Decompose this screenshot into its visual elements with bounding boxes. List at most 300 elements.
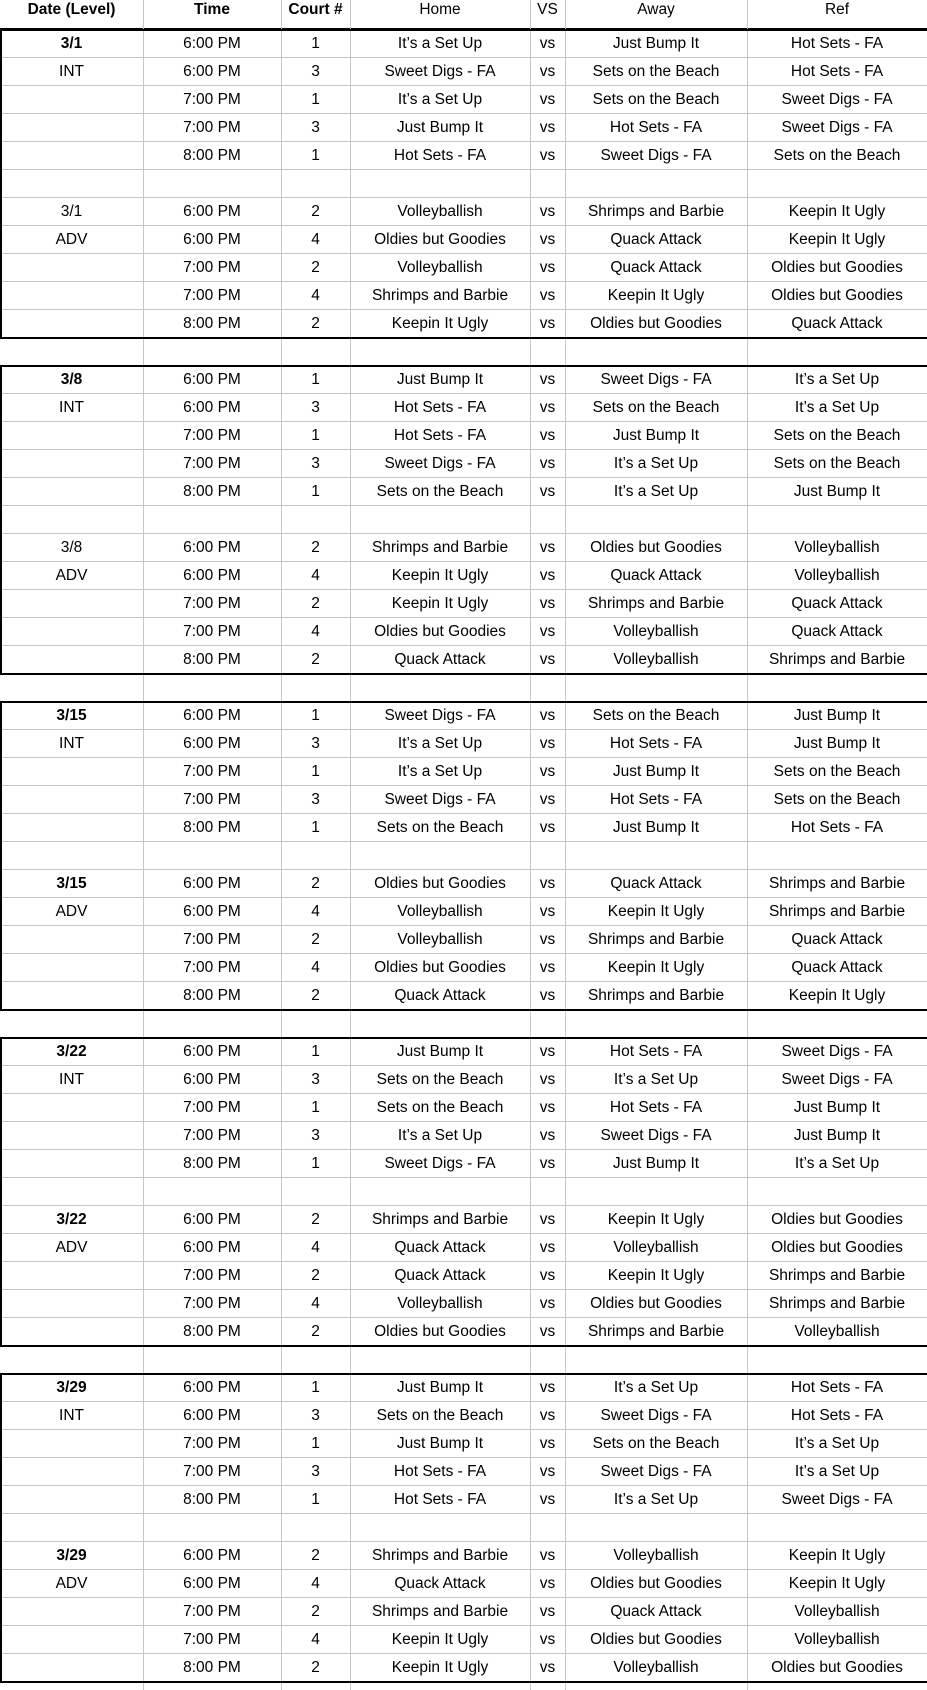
game-time: 6:00 PM — [183, 399, 241, 416]
court-number: 2 — [311, 1267, 320, 1284]
game-time: 7:00 PM — [183, 1099, 241, 1116]
ref-team: Sweet Digs - FA — [781, 91, 893, 108]
away-team: Sweet Digs - FA — [600, 1407, 712, 1424]
game-time: 7:00 PM — [183, 91, 241, 108]
week-border-top — [0, 1037, 927, 1039]
vs-label: vs — [539, 427, 556, 444]
court-number: 3 — [311, 791, 320, 808]
game-time: 6:00 PM — [183, 1211, 241, 1228]
court-number: 1 — [311, 91, 320, 108]
vs-label: vs — [539, 1239, 556, 1256]
vs-label: vs — [539, 959, 556, 976]
game-time: 6:00 PM — [183, 1239, 241, 1256]
away-team: Quack Attack — [610, 875, 702, 892]
ref-team: Just Bump It — [793, 1099, 881, 1116]
vs-label: vs — [539, 259, 556, 276]
home-team: Keepin It Ugly — [391, 567, 489, 584]
vs-label: vs — [539, 1631, 556, 1648]
home-team: Just Bump It — [396, 1379, 484, 1396]
game-time: 6:00 PM — [183, 735, 241, 752]
court-number: 2 — [311, 987, 320, 1004]
vs-label: vs — [539, 91, 556, 108]
game-time: 7:00 PM — [183, 1295, 241, 1312]
ref-team: Oldies but Goodies — [771, 259, 903, 276]
game-time: 6:00 PM — [183, 1575, 241, 1592]
week-border-top — [0, 1373, 927, 1375]
court-number: 4 — [311, 567, 320, 584]
home-team: Keepin It Ugly — [391, 1659, 489, 1676]
away-team: Sets on the Beach — [592, 707, 720, 724]
week-border-left — [0, 1037, 2, 1347]
game-time: 6:00 PM — [183, 903, 241, 920]
ref-team: Hot Sets - FA — [790, 63, 884, 80]
vs-label: vs — [539, 595, 556, 612]
court-number: 1 — [311, 1043, 320, 1060]
court-number: 4 — [311, 1631, 320, 1648]
column-divider — [747, 0, 748, 1690]
home-team: Sweet Digs - FA — [384, 455, 496, 472]
vs-label: vs — [539, 119, 556, 136]
game-time: 7:00 PM — [183, 1631, 241, 1648]
ref-team: Sets on the Beach — [773, 791, 901, 808]
ref-team: Shrimps and Barbie — [768, 903, 906, 920]
home-team: It’s a Set Up — [397, 735, 483, 752]
home-team: Keepin It Ugly — [391, 1631, 489, 1648]
court-number: 4 — [311, 1575, 320, 1592]
ref-team: Just Bump It — [793, 1127, 881, 1144]
away-team: Oldies but Goodies — [590, 1575, 722, 1592]
court-number: 1 — [311, 707, 320, 724]
game-time: 6:00 PM — [183, 1043, 241, 1060]
home-team: Volleyballish — [397, 1295, 483, 1312]
court-number: 3 — [311, 1463, 320, 1480]
game-time: 8:00 PM — [183, 1155, 241, 1172]
game-date: 3/22 — [56, 1043, 87, 1060]
court-number: 2 — [311, 1547, 320, 1564]
game-date: 3/29 — [56, 1547, 87, 1564]
vs-label: vs — [539, 1491, 556, 1508]
header-vs: VS — [537, 1, 558, 18]
vs-label: vs — [539, 1295, 556, 1312]
vs-label: vs — [539, 63, 556, 80]
court-number: 3 — [311, 1127, 320, 1144]
ref-team: Volleyballish — [794, 1631, 880, 1648]
away-team: It’s a Set Up — [613, 1071, 699, 1088]
game-time: 8:00 PM — [183, 987, 241, 1004]
home-team: It’s a Set Up — [397, 1127, 483, 1144]
ref-team: Just Bump It — [793, 483, 881, 500]
ref-team: Hot Sets - FA — [790, 1407, 884, 1424]
court-number: 2 — [311, 1323, 320, 1340]
home-team: Just Bump It — [396, 371, 484, 388]
game-date: 3/15 — [56, 707, 87, 724]
ref-team: Oldies but Goodies — [771, 1239, 903, 1256]
court-number: 2 — [311, 1603, 320, 1620]
away-team: Sets on the Beach — [592, 1435, 720, 1452]
away-team: Just Bump It — [612, 427, 700, 444]
game-date: 3/8 — [60, 539, 83, 556]
game-time: 6:00 PM — [183, 539, 241, 556]
away-team: Just Bump It — [612, 35, 700, 52]
game-time: 7:00 PM — [183, 1463, 241, 1480]
vs-label: vs — [539, 371, 556, 388]
vs-label: vs — [539, 1463, 556, 1480]
week-border-top — [0, 29, 927, 31]
game-time: 7:00 PM — [183, 1603, 241, 1620]
court-number: 3 — [311, 63, 320, 80]
vs-label: vs — [539, 763, 556, 780]
court-number: 1 — [311, 427, 320, 444]
vs-label: vs — [539, 1379, 556, 1396]
vs-label: vs — [539, 1099, 556, 1116]
ref-team: Keepin It Ugly — [788, 231, 886, 248]
court-number: 2 — [311, 1659, 320, 1676]
home-team: Sets on the Beach — [376, 1099, 504, 1116]
ref-team: Volleyballish — [794, 1603, 880, 1620]
ref-team: Oldies but Goodies — [771, 1659, 903, 1676]
vs-label: vs — [539, 1407, 556, 1424]
away-team: Oldies but Goodies — [590, 1295, 722, 1312]
away-team: Hot Sets - FA — [609, 1043, 703, 1060]
ref-team: It’s a Set Up — [794, 1155, 880, 1172]
away-team: Sweet Digs - FA — [600, 371, 712, 388]
column-divider — [281, 0, 282, 1690]
vs-label: vs — [539, 931, 556, 948]
vs-label: vs — [539, 203, 556, 220]
game-time: 8:00 PM — [183, 147, 241, 164]
away-team: Keepin It Ugly — [607, 287, 705, 304]
away-team: Just Bump It — [612, 763, 700, 780]
vs-label: vs — [539, 1435, 556, 1452]
vs-label: vs — [539, 315, 556, 332]
vs-label: vs — [539, 707, 556, 724]
ref-team: Hot Sets - FA — [790, 1379, 884, 1396]
away-team: Hot Sets - FA — [609, 119, 703, 136]
away-team: Sets on the Beach — [592, 63, 720, 80]
ref-team: Shrimps and Barbie — [768, 1295, 906, 1312]
header-court: Court # — [288, 1, 343, 18]
game-time: 7:00 PM — [183, 595, 241, 612]
away-team: It’s a Set Up — [613, 1379, 699, 1396]
column-divider — [530, 0, 531, 1690]
vs-label: vs — [539, 539, 556, 556]
home-team: Shrimps and Barbie — [371, 1603, 509, 1620]
home-team: Hot Sets - FA — [393, 427, 487, 444]
vs-label: vs — [539, 1659, 556, 1676]
home-team: Volleyballish — [397, 259, 483, 276]
vs-label: vs — [539, 651, 556, 668]
home-team: Oldies but Goodies — [374, 1323, 506, 1340]
game-time: 8:00 PM — [183, 1659, 241, 1676]
away-team: Shrimps and Barbie — [587, 1323, 725, 1340]
ref-team: Sweet Digs - FA — [781, 119, 893, 136]
ref-team: Sweet Digs - FA — [781, 1043, 893, 1060]
home-team: Sets on the Beach — [376, 483, 504, 500]
court-number: 4 — [311, 1239, 320, 1256]
court-number: 2 — [311, 1211, 320, 1228]
away-team: Sweet Digs - FA — [600, 147, 712, 164]
game-date: 3/15 — [56, 875, 87, 892]
header-time: Time — [194, 1, 230, 18]
court-number: 1 — [311, 1155, 320, 1172]
vs-label: vs — [539, 287, 556, 304]
home-team: Quack Attack — [394, 1575, 486, 1592]
ref-team: Keepin It Ugly — [788, 1575, 886, 1592]
vs-label: vs — [539, 147, 556, 164]
ref-team: Just Bump It — [793, 735, 881, 752]
home-team: Shrimps and Barbie — [371, 287, 509, 304]
game-level: INT — [59, 1407, 84, 1424]
home-team: It’s a Set Up — [397, 91, 483, 108]
game-date: 3/1 — [60, 35, 83, 52]
home-team: Sets on the Beach — [376, 1071, 504, 1088]
home-team: Volleyballish — [397, 903, 483, 920]
court-number: 2 — [311, 203, 320, 220]
ref-team: Quack Attack — [791, 595, 883, 612]
vs-label: vs — [539, 567, 556, 584]
ref-team: Sets on the Beach — [773, 455, 901, 472]
away-team: Oldies but Goodies — [590, 539, 722, 556]
court-number: 2 — [311, 315, 320, 332]
week-border-bottom — [0, 1681, 927, 1683]
ref-team: Keepin It Ugly — [788, 1547, 886, 1564]
week-border-left — [0, 701, 2, 1011]
away-team: Quack Attack — [610, 231, 702, 248]
vs-label: vs — [539, 903, 556, 920]
week-border-bottom — [0, 1009, 927, 1011]
court-number: 2 — [311, 931, 320, 948]
header-home: Home — [419, 1, 461, 18]
court-number: 3 — [311, 119, 320, 136]
home-team: Quack Attack — [394, 1267, 486, 1284]
away-team: Quack Attack — [610, 259, 702, 276]
court-number: 4 — [311, 287, 320, 304]
game-level: INT — [59, 399, 84, 416]
home-team: Sets on the Beach — [376, 1407, 504, 1424]
ref-team: Sets on the Beach — [773, 147, 901, 164]
away-team: Oldies but Goodies — [590, 315, 722, 332]
game-time: 8:00 PM — [183, 1491, 241, 1508]
away-team: Sweet Digs - FA — [600, 1127, 712, 1144]
vs-label: vs — [539, 875, 556, 892]
game-time: 6:00 PM — [183, 63, 241, 80]
game-time: 6:00 PM — [183, 371, 241, 388]
header-away: Away — [637, 1, 675, 18]
ref-team: It’s a Set Up — [794, 1463, 880, 1480]
ref-team: Sweet Digs - FA — [781, 1491, 893, 1508]
court-number: 3 — [311, 455, 320, 472]
row-divider — [0, 1513, 927, 1514]
vs-label: vs — [539, 1071, 556, 1088]
away-team: Keepin It Ugly — [607, 1211, 705, 1228]
away-team: Quack Attack — [610, 1603, 702, 1620]
vs-label: vs — [539, 1575, 556, 1592]
court-number: 3 — [311, 1407, 320, 1424]
game-time: 6:00 PM — [183, 203, 241, 220]
game-time: 6:00 PM — [183, 1407, 241, 1424]
game-time: 6:00 PM — [183, 35, 241, 52]
home-team: Volleyballish — [397, 203, 483, 220]
away-team: Shrimps and Barbie — [587, 987, 725, 1004]
home-team: Keepin It Ugly — [391, 595, 489, 612]
ref-team: Quack Attack — [791, 959, 883, 976]
home-team: Sweet Digs - FA — [384, 791, 496, 808]
away-team: Shrimps and Barbie — [587, 931, 725, 948]
home-team: Volleyballish — [397, 931, 483, 948]
game-date: 3/1 — [60, 203, 83, 220]
home-team: Quack Attack — [394, 651, 486, 668]
vs-label: vs — [539, 1603, 556, 1620]
ref-team: Sets on the Beach — [773, 427, 901, 444]
court-number: 1 — [311, 763, 320, 780]
court-number: 2 — [311, 651, 320, 668]
row-divider — [0, 841, 927, 842]
vs-label: vs — [539, 399, 556, 416]
ref-team: Just Bump It — [793, 707, 881, 724]
vs-label: vs — [539, 1043, 556, 1060]
court-number: 1 — [311, 1379, 320, 1396]
home-team: Shrimps and Barbie — [371, 1211, 509, 1228]
game-time: 7:00 PM — [183, 763, 241, 780]
column-divider — [565, 0, 566, 1690]
game-time: 7:00 PM — [183, 427, 241, 444]
away-team: Quack Attack — [610, 567, 702, 584]
court-number: 1 — [311, 819, 320, 836]
away-team: Sets on the Beach — [592, 91, 720, 108]
court-number: 3 — [311, 735, 320, 752]
week-border-left — [0, 29, 2, 339]
ref-team: It’s a Set Up — [794, 399, 880, 416]
ref-team: Oldies but Goodies — [771, 1211, 903, 1228]
game-time: 7:00 PM — [183, 455, 241, 472]
row-divider — [0, 169, 927, 170]
home-team: Hot Sets - FA — [393, 1491, 487, 1508]
court-number: 4 — [311, 903, 320, 920]
home-team: Hot Sets - FA — [393, 147, 487, 164]
game-time: 8:00 PM — [183, 483, 241, 500]
header-ref: Ref — [824, 1, 850, 18]
home-team: Hot Sets - FA — [393, 399, 487, 416]
game-level: ADV — [55, 231, 88, 248]
home-team: Shrimps and Barbie — [371, 1547, 509, 1564]
vs-label: vs — [539, 231, 556, 248]
court-number: 3 — [311, 1071, 320, 1088]
game-time: 8:00 PM — [183, 1323, 241, 1340]
game-time: 7:00 PM — [183, 1267, 241, 1284]
game-level: ADV — [55, 1575, 88, 1592]
week-border-bottom — [0, 1345, 927, 1347]
game-time: 7:00 PM — [183, 259, 241, 276]
home-team: Sets on the Beach — [376, 819, 504, 836]
vs-label: vs — [539, 455, 556, 472]
away-team: Shrimps and Barbie — [587, 203, 725, 220]
game-time: 7:00 PM — [183, 287, 241, 304]
court-number: 3 — [311, 399, 320, 416]
court-number: 1 — [311, 1435, 320, 1452]
away-team: Sweet Digs - FA — [600, 1463, 712, 1480]
vs-label: vs — [539, 1127, 556, 1144]
row-divider — [0, 1177, 927, 1178]
game-time: 7:00 PM — [183, 959, 241, 976]
game-level: ADV — [55, 903, 88, 920]
home-team: Just Bump It — [396, 119, 484, 136]
row-divider — [0, 505, 927, 506]
ref-team: It’s a Set Up — [794, 1435, 880, 1452]
court-number: 1 — [311, 1491, 320, 1508]
ref-team: Volleyballish — [794, 1323, 880, 1340]
court-number: 2 — [311, 259, 320, 276]
game-time: 7:00 PM — [183, 931, 241, 948]
game-time: 6:00 PM — [183, 567, 241, 584]
game-time: 6:00 PM — [183, 231, 241, 248]
column-divider — [350, 0, 351, 1690]
game-time: 6:00 PM — [183, 1071, 241, 1088]
vs-label: vs — [539, 1267, 556, 1284]
game-level: INT — [59, 1071, 84, 1088]
column-divider — [143, 0, 144, 1690]
court-number: 4 — [311, 1295, 320, 1312]
ref-team: Sets on the Beach — [773, 763, 901, 780]
away-team: Volleyballish — [613, 651, 699, 668]
court-number: 1 — [311, 371, 320, 388]
game-time: 6:00 PM — [183, 707, 241, 724]
vs-label: vs — [539, 1211, 556, 1228]
home-team: Quack Attack — [394, 987, 486, 1004]
game-time: 6:00 PM — [183, 1547, 241, 1564]
vs-label: vs — [539, 483, 556, 500]
week-border-top — [0, 365, 927, 367]
court-number: 2 — [311, 539, 320, 556]
week-border-top — [0, 701, 927, 703]
away-team: Volleyballish — [613, 623, 699, 640]
home-team: Sweet Digs - FA — [384, 63, 496, 80]
away-team: It’s a Set Up — [613, 1491, 699, 1508]
ref-team: Oldies but Goodies — [771, 287, 903, 304]
ref-team: Volleyballish — [794, 539, 880, 556]
court-number: 2 — [311, 875, 320, 892]
game-time: 7:00 PM — [183, 791, 241, 808]
home-team: Sweet Digs - FA — [384, 707, 496, 724]
vs-label: vs — [539, 791, 556, 808]
vs-label: vs — [539, 735, 556, 752]
away-team: Just Bump It — [612, 819, 700, 836]
court-number: 4 — [311, 623, 320, 640]
away-team: Just Bump It — [612, 1155, 700, 1172]
away-team: Hot Sets - FA — [609, 791, 703, 808]
court-number: 1 — [311, 483, 320, 500]
ref-team: Hot Sets - FA — [790, 819, 884, 836]
away-team: Shrimps and Barbie — [587, 595, 725, 612]
ref-team: Shrimps and Barbie — [768, 1267, 906, 1284]
game-time: 7:00 PM — [183, 1127, 241, 1144]
away-team: Hot Sets - FA — [609, 735, 703, 752]
court-number: 1 — [311, 35, 320, 52]
ref-team: Keepin It Ugly — [788, 987, 886, 1004]
ref-team: Volleyballish — [794, 567, 880, 584]
away-team: It’s a Set Up — [613, 455, 699, 472]
home-team: Just Bump It — [396, 1043, 484, 1060]
court-number: 1 — [311, 1099, 320, 1116]
game-time: 7:00 PM — [183, 623, 241, 640]
ref-team: Quack Attack — [791, 315, 883, 332]
game-date: 3/29 — [56, 1379, 87, 1396]
week-border-bottom — [0, 673, 927, 675]
game-date: 3/22 — [56, 1211, 87, 1228]
home-team: Sweet Digs - FA — [384, 1155, 496, 1172]
week-border-left — [0, 365, 2, 675]
home-team: Just Bump It — [396, 1435, 484, 1452]
ref-team: Quack Attack — [791, 623, 883, 640]
